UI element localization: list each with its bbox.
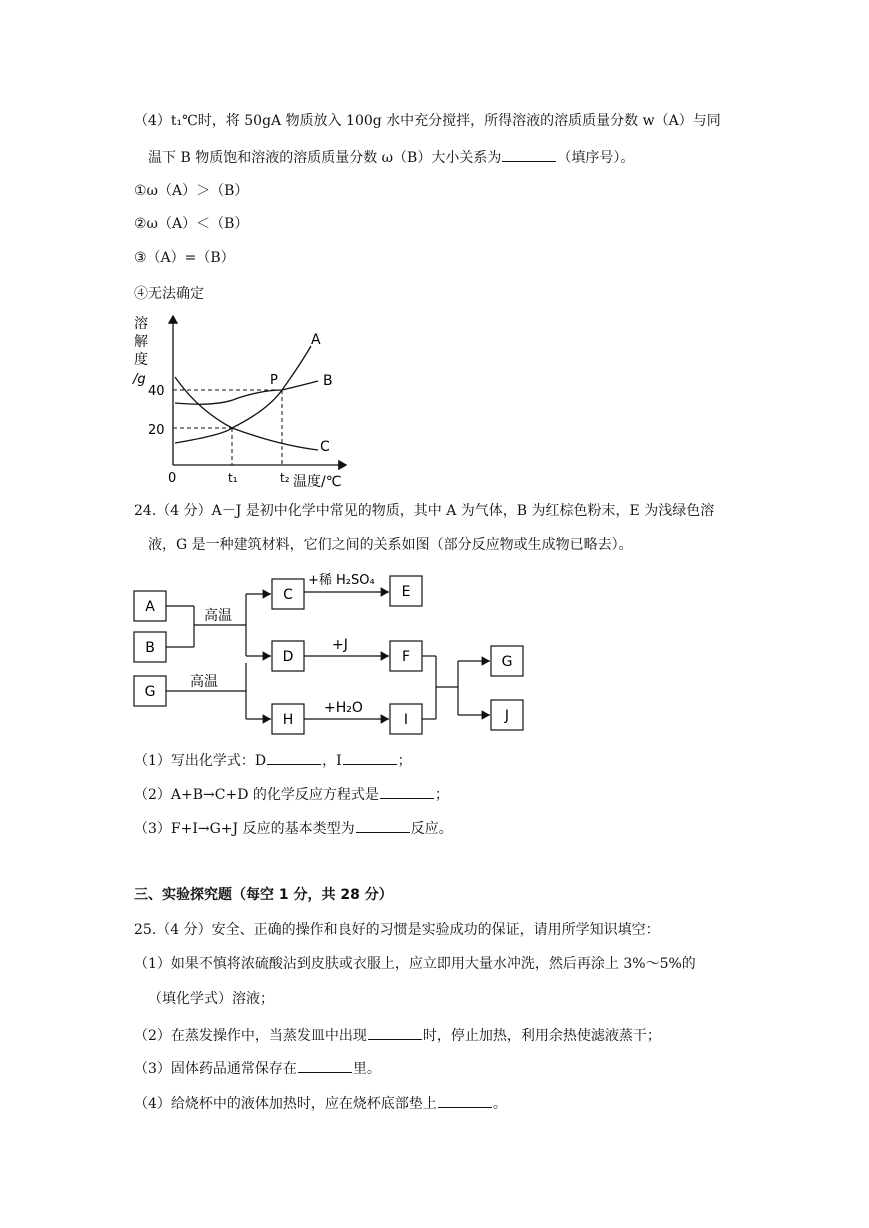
q25-sub1-line2: （填化学式）溶液； xyxy=(148,991,274,1007)
solubility-graph xyxy=(128,310,358,490)
node-g-left-label: G xyxy=(144,684,156,700)
point-p-label: P xyxy=(270,373,278,388)
q4-option-2: ②ω（A）＜（B） xyxy=(134,216,249,232)
x-tick-t2: t₂ xyxy=(280,471,290,485)
x-tick-t1: t₁ xyxy=(228,471,238,485)
q25-sub3 xyxy=(134,1058,381,1078)
answer-blank-equation[interactable] xyxy=(380,784,434,799)
label-high-temp-1: 高温 xyxy=(204,608,232,624)
label-dilute-h2so4: +稀 H₂SO₄ xyxy=(308,573,375,588)
q24-sub1-tail: ； xyxy=(397,753,412,769)
q25-line1: 25.（4 分）安全、正确的操作和良好的习惯是实验成功的保证，请用所学知识填空： xyxy=(134,922,660,938)
answer-blank-type[interactable] xyxy=(356,818,410,833)
q24-line1: 24.（4 分）A－J 是初中化学中常见的物质，其中 A 为气体，B 为红棕色粉末，E 为浅绿色溶 xyxy=(134,503,715,519)
node-i-label: I xyxy=(403,712,409,728)
origin-label: 0 xyxy=(168,471,177,486)
y-label-3: 度 xyxy=(134,352,148,368)
q25-sub4 xyxy=(134,1093,507,1113)
y-tick-40: 40 xyxy=(148,384,165,399)
answer-blank-evaporate[interactable] xyxy=(368,1025,422,1040)
q24-sub3-text: （3）F+I→G+J 反应的基本类型为 xyxy=(134,821,355,837)
label-high-temp-2: 高温 xyxy=(190,674,218,690)
q24-sub3-tail: 反应。 xyxy=(410,821,453,837)
q4-line2 xyxy=(148,147,634,167)
answer-blank-storage[interactable] xyxy=(298,1058,352,1073)
label-plus-j: +J xyxy=(332,637,348,653)
q25-sub3-text: （3）固体药品通常保存在 xyxy=(134,1061,297,1077)
q25-sub2 xyxy=(134,1025,661,1045)
label-plus-h2o: +H₂O xyxy=(324,700,363,716)
q4-option-4: ④无法确定 xyxy=(134,286,204,302)
node-j-label: J xyxy=(504,708,510,724)
q24-line2: 液，G 是一种建筑材料，它们之间的关系如图（部分反应物或生成物已略去）。 xyxy=(148,537,633,553)
q4-option-1: ①ω（A）＞（B） xyxy=(134,183,249,199)
section-3-heading: 三、实验探究题（每空 1 分，共 28 分） xyxy=(134,887,393,903)
q4-line1: （4）t₁℃时，将 50gA 物质放入 100g 水中充分搅拌，所得溶液的溶质质量分数 w（A）与同 xyxy=(134,113,721,129)
relationship-diagram xyxy=(128,565,528,737)
q24-sub2-text: （2）A+B→C+D 的化学反应方程式是 xyxy=(134,787,379,803)
q25-sub2-text: （2）在蒸发操作中，当蒸发皿中出现 xyxy=(134,1028,367,1044)
connector-fi xyxy=(422,656,490,719)
node-b-label: B xyxy=(145,640,155,656)
connector-g xyxy=(166,663,271,719)
q25-sub3-tail: 里。 xyxy=(352,1061,381,1077)
node-d-label: D xyxy=(282,649,294,665)
answer-blank-d[interactable] xyxy=(267,750,321,765)
x-axis-label: 温度/℃ xyxy=(293,474,342,490)
y-label-2: 解 xyxy=(134,334,148,350)
node-f-label: F xyxy=(401,649,411,665)
curve-b-label: B xyxy=(323,373,333,389)
curve-a-label: A xyxy=(311,332,321,348)
answer-blank-i[interactable] xyxy=(343,750,397,765)
q24-sub2 xyxy=(134,784,449,804)
q4-line2-text: 温下 B 物质饱和溶液的溶质质量分数 ω（B）大小关系为 xyxy=(148,150,502,166)
q24-sub1-text: （1）写出化学式：D xyxy=(134,753,267,769)
node-g-right-label: G xyxy=(501,654,513,670)
node-a-label: A xyxy=(145,599,155,615)
q24-sub1 xyxy=(134,750,412,770)
node-c-label: C xyxy=(283,587,293,603)
q24-sub1-mid: ，I xyxy=(322,753,342,769)
q25-sub4-text: （4）给烧杯中的液体加热时，应在烧杯底部垫上 xyxy=(134,1096,437,1112)
y-label-4: /g xyxy=(133,372,146,387)
q25-sub1-line1: （1）如果不慎将浓硫酸沾到皮肤或衣服上，应立即用大量水冲洗，然后再涂上 3%～5%的 xyxy=(134,956,696,972)
curve-c-label: C xyxy=(320,439,330,455)
q25-sub4-tail: 。 xyxy=(492,1096,507,1112)
q4-line2-tail: （填序号）。 xyxy=(557,150,635,166)
y-tick-20: 20 xyxy=(148,423,165,438)
q4-option-3: ③（A）=（B） xyxy=(134,250,235,266)
y-label-1: 溶 xyxy=(134,316,148,332)
q25-sub2-tail: 时，停止加热，利用余热使滤液蒸干； xyxy=(422,1028,661,1044)
connector-ab xyxy=(166,594,271,656)
q24-sub3 xyxy=(134,818,453,838)
answer-blank[interactable] xyxy=(502,147,556,162)
answer-blank-heating[interactable] xyxy=(438,1093,492,1108)
node-h-label: H xyxy=(282,712,294,728)
q24-sub2-tail: ； xyxy=(434,787,449,803)
curve-b xyxy=(175,381,318,404)
node-e-label: E xyxy=(401,584,411,600)
